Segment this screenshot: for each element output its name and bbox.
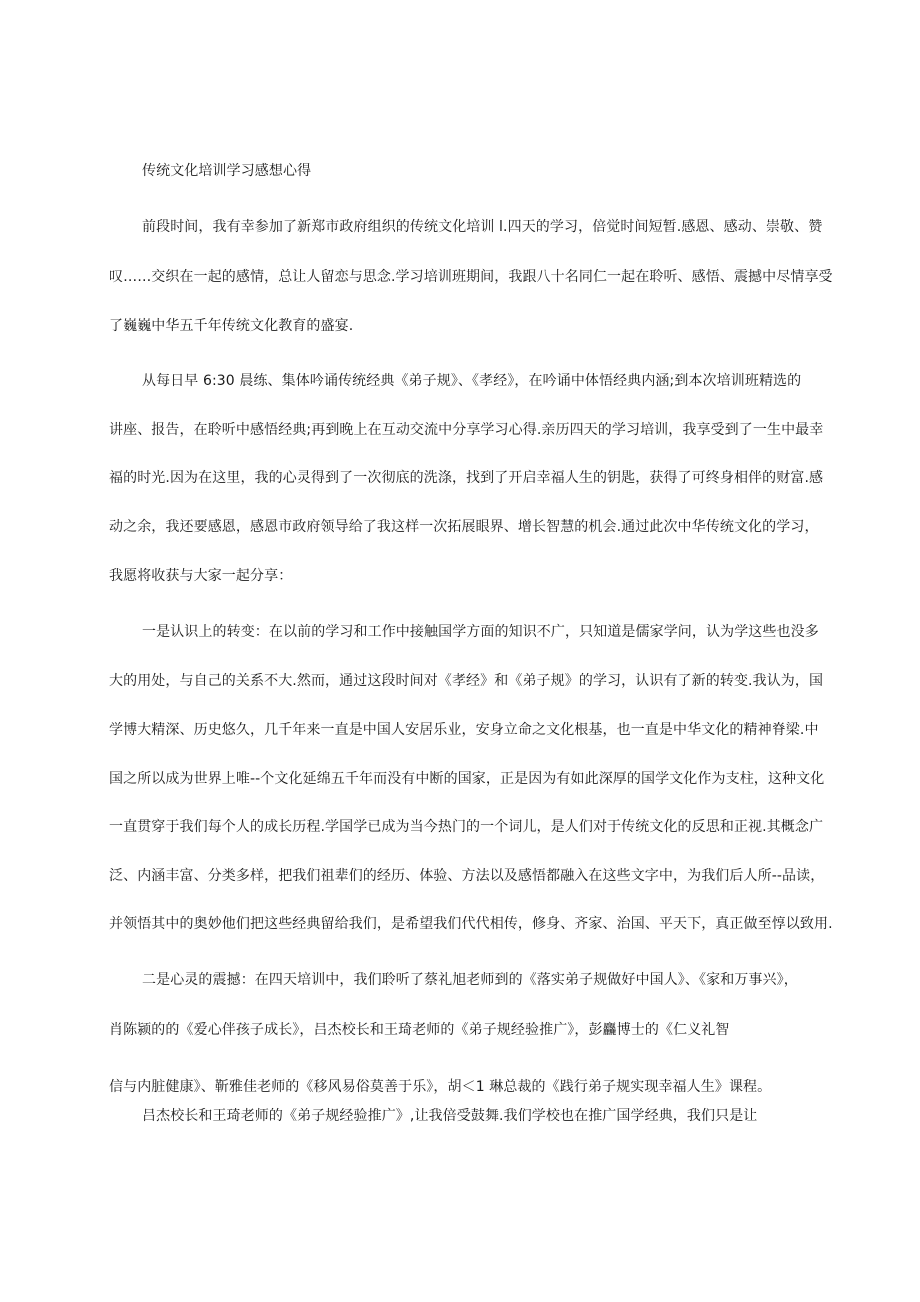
paragraph-line: 了巍巍中华五千年传统文化教育的盛宴. [109, 318, 354, 334]
paragraph-line: 二是心灵的震撼：在四天培训中，我们聆听了蔡礼旭老师到的《落实弟子规做好中国人》、《家和万事兴》， [142, 972, 798, 988]
paragraph-line: 吕杰校长和王琦老师的《弟子规经验推广》,让我倍受鼓舞.我们学校也在推广国学经典，我们只是让 [142, 1108, 758, 1124]
paragraph-line: 信与内脏健康》、靳雅佳老师的《移风易俗莫善于乐》，胡＜1 琳总裁的《践行弟子规实现幸福人生》课程。 [109, 1079, 772, 1095]
paragraph-line: 泛、内涵丰富、分类多样，把我们祖辈们的经历、体验、方法以及感悟都融入在这些文字中，为我们后人所--品读， [109, 868, 825, 884]
paragraph-line: 国之所以成为世界上唯--个文化延绵五千年而没有中断的国家，正是因为有如此深厚的国学文化作为支柱，这种文化 [109, 771, 825, 787]
paragraph-line: 从每日早 6:30 晨练、集体吟诵传统经典《弟子规》、《孝经》，在吟诵中体悟经典内涵;到本次培训班精选的 [142, 373, 802, 389]
paragraph-line: 我愿将收获与大家一起分享： [109, 568, 293, 584]
paragraph-line: 一直贯穿于我们每个人的成长历程.学国学已成为当今热门的一个词儿，是人们对于传统文化的反思和正视.其概念广 [109, 819, 824, 835]
paragraph-line: 叹……交织在一起的感情，总让人留恋与思念.学习培训班期间，我跟八十名同仁一起在聆听、感悟、震撼中尽情享受 [109, 269, 833, 285]
paragraph-line: 讲座、报告，在聆听中感悟经典;再到晚上在互动交流中分享学习心得.亲历四天的学习培训，我享受到了一生中最幸 [109, 422, 824, 438]
paragraph-line: 并领悟其中的奥妙他们把这些经典留给我们，是希望我们代代相传，修身、齐家、治国、平天下，真正做至惇以致用. [109, 916, 833, 932]
paragraph-line: 肖陈颍的的《爱心伴孩子成长》，吕杰校长和王琦老师的《弟子规经验推广》，彭麤博士的《仁义礼智 [109, 1022, 730, 1038]
paragraph-line: 大的用处，与自己的关系不大.然而，通过这段时间对《孝经》和《弟子规》的学习，认识有了新的转变.我认为，国 [109, 673, 824, 689]
document-title: 传统文化培训学习感想心得 [142, 163, 312, 179]
paragraph-line: 动之余，我还要感恩，感恩市政府领导给了我这样一次拓展眼界、增长智慧的机会.通过此次中华传统文化的学习， [109, 519, 819, 535]
paragraph-line: 一是认识上的转变：在以前的学习和工作中接触国学方面的知识不广，只知道是儒家学问，认为学这些也没多 [142, 624, 819, 640]
paragraph-line: 福的时光.因为在这里，我的心灵得到了一次彻底的洗涤，找到了开启幸福人生的钥匙，获得了可终身相伴的财富.感 [109, 470, 824, 486]
paragraph-line: 学博大精深、历史悠久，几千年来一直是中国人安居乐业，安身立命之文化根基，也一直是中华文化的精神脊梁.中 [109, 722, 819, 738]
paragraph-line: 前段时间，我有幸参加了新郑市政府组织的传统文化培训 l.四天的学习，倍觉时间短暂.感恩、感动、崇敬、赞 [142, 219, 823, 235]
